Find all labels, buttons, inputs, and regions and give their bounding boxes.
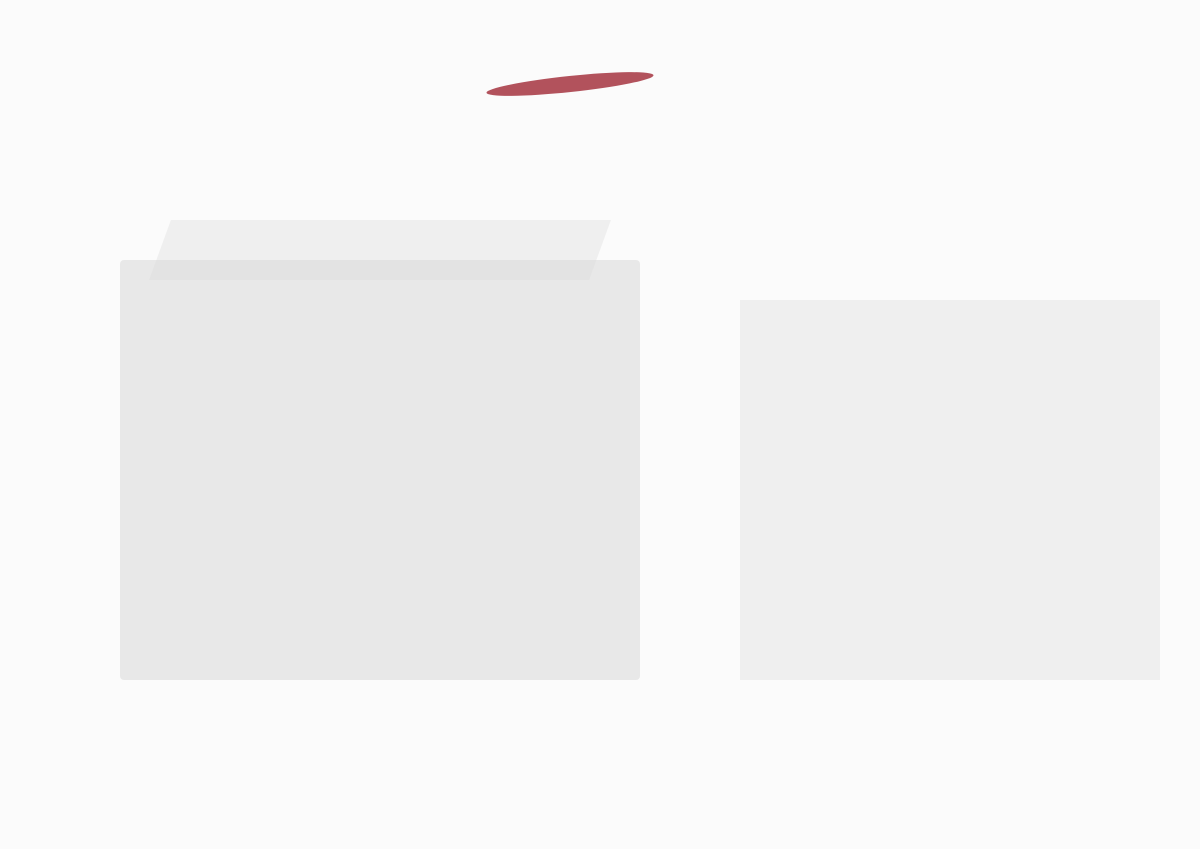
- background-building: [120, 260, 640, 680]
- spacer: [490, 180, 710, 184]
- spacer: [490, 140, 710, 144]
- column-speisen: [22, 28, 242, 176]
- spacer: [256, 74, 476, 78]
- column-pasta-pizze: [256, 30, 476, 168]
- spacer: [256, 30, 476, 34]
- spacer: [490, 160, 710, 164]
- spacer: [22, 44, 242, 48]
- logo-brush-stroke: [486, 67, 655, 100]
- spacer: [22, 140, 242, 144]
- spacer: [490, 192, 710, 196]
- column-pizze-desserts: [490, 140, 710, 242]
- logo: [486, 40, 686, 120]
- spacer: [22, 76, 242, 80]
- spacer: [22, 128, 242, 132]
- spacer: [22, 64, 242, 68]
- background-building-right: [740, 300, 1160, 680]
